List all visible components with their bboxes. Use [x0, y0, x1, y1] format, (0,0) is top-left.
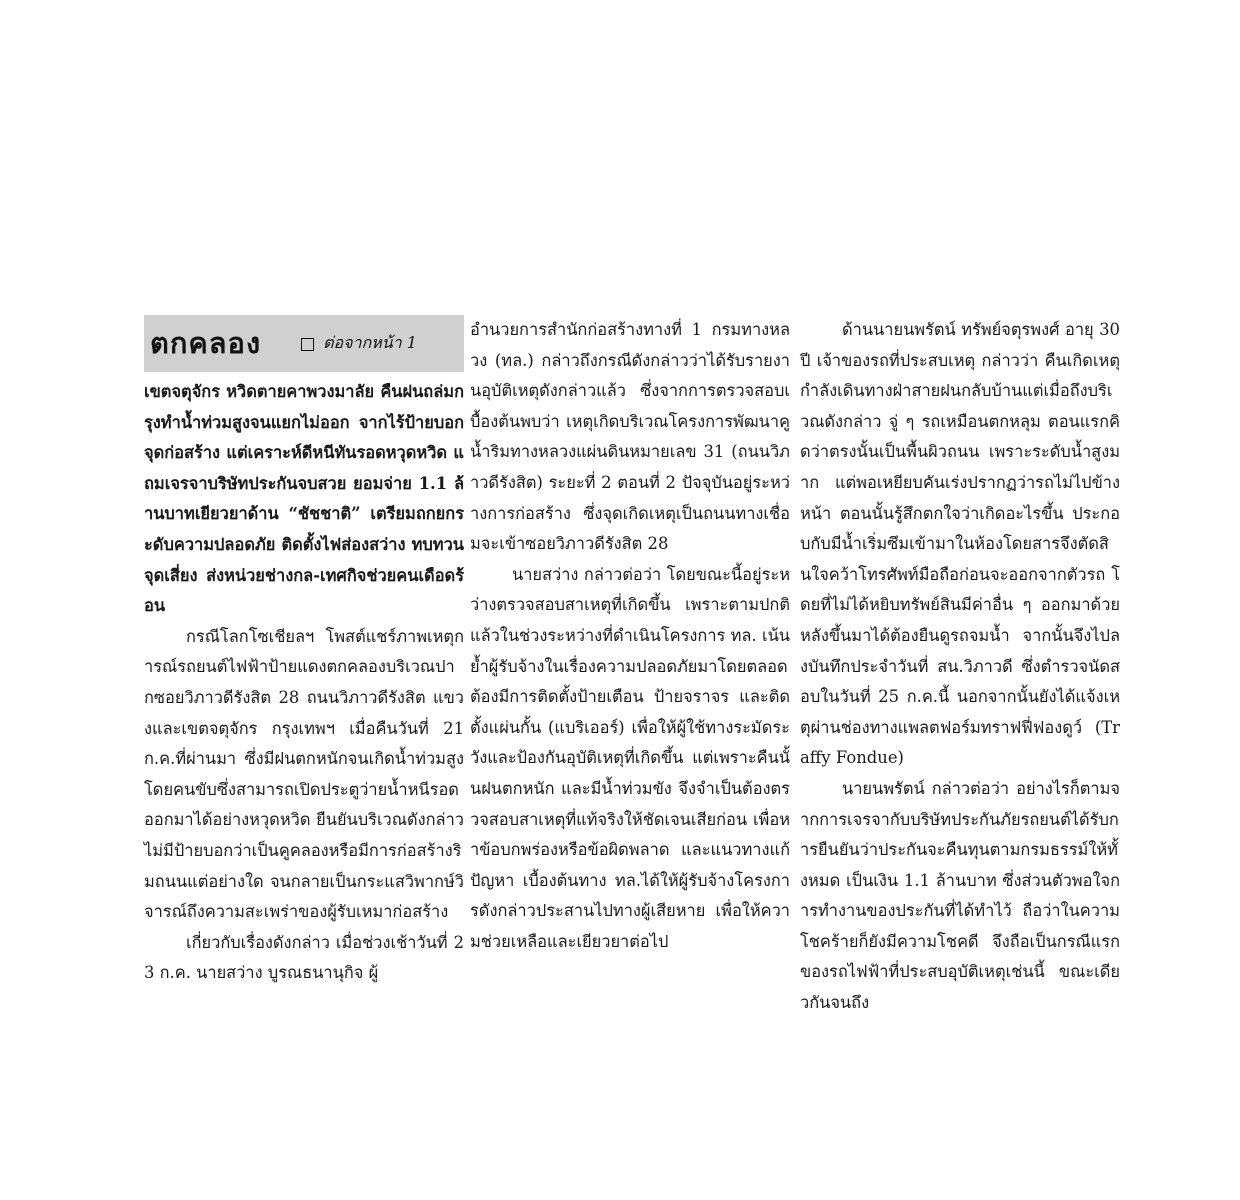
lead-paragraph: เขตจตุจักร หวิดตายคาพวงมาลัย คืนฝนถล่มกรุงทำน้ำท่วมสูงจนแยกไม่ออก จากไร้ป้ายบอกจุดก่อสร้าง แต่เคราะห์ดีหนีทันรอดหวุดหวิด แถมเจรจาบริษัทประกันจบสวย ยอมจ่าย 1.1 ล้านบาทเยียวยาด้าน “ชัชชาติ” เตรียมถกยกระดับความปลอดภัย ติดตั้งไฟส่องสว่าง ทบทวนจุดเสี่ยง ส่งหน่วยช่างกล-เทศกิจช่วยคนเดือดร้อน	[144, 382, 464, 616]
body-paragraph: ด้านนายนพรัตน์ ทรัพย์จตุรพงศ์ อายุ 30 ปี เจ้าของรถที่ประสบเหตุ กล่าวว่า คืนเกิดเหตุกำลังเดินทางฝ่าสายฝนกลับบ้านแต่เมื่อถึงบริเวณดังกล่าว จู่ ๆ รถเหมือนตกหลุม ตอนแรกคิดว่าตรงนั้นเป็นพื้นผิวถนน เพราะระดับน้ำสูงมาก แต่พอเหยียบคันเร่งปรากฏว่ารถไม่ไปข้างหน้า ตอนนั้นรู้สึกตกใจว่าเกิดอะไรขึ้น ประกอบกับมีน้ำเริ่มซึมเข้ามาในห้องโดยสารจึงตัดสินใจคว้าโทรศัพท์มือถือก่อนจะออกจากตัวรถ โดยที่ไม่ได้หยิบทรัพย์สินมีค่าอื่น ๆ ออกมาด้วย หลังขึ้นมาได้ต้องยืนดูรถจมน้ำ จากนั้นจึงไปลงบันทึกประจำวันที่ สน.วิภาวดี ซึ่งตำรวจนัดสอบในวันที่ 25 ก.ค.นี้ นอกจากนั้นยังได้แจ้งเหตุผ่านช่องทางแพลตฟอร์มทราฟฟี่ฟองดูว์ (Traffy Fondue)	[800, 320, 1120, 768]
body-paragraph: นายนพรัตน์ กล่าวต่อว่า อย่างไรก็ตามจากการเจรจากับบริษัทประกันภัยรถยนต์ได้รับการยืนยันว่าประกันจะคืนทุนตามกรมธรรม์ให้ทั้งหมด เป็นเงิน 1.1 ล้านบาท ซึ่งส่วนตัวพอใจการทำงานของประกันที่ได้ทำไว้ ถือว่าในความโชคร้ายก็ยังมีความโชคดี จึงถือเป็นกรณีแรกของรถไฟฟ้าที่ประสบอุบัติเหตุเช่นนี้ ขณะเดียวกันจนถึง	[800, 778, 1120, 1013]
article-column-1	[144, 315, 464, 989]
article-column-2	[470, 315, 790, 957]
square-outline-icon	[301, 338, 314, 351]
column-1-paragraphs	[144, 377, 464, 989]
body-paragraph: นายสว่าง กล่าวต่อว่า โดยขณะนี้อยู่ระหว่างตรวจสอบสาเหตุที่เกิดขึ้น เพราะตามปกติแล้วในช่วงระหว่างที่ดำเนินโครงการ ทล. เน้นย้ำผู้รับจ้างในเรื่องความปลอดภัยมาโดยตลอด ต้องมีการติดตั้งป้ายเตือน ป้ายจราจร และติดตั้งแผ่นกั้น (แบริเออร์) เพื่อให้ผู้ใช้ทางระมัดระวังและป้องกันอุบัติเหตุที่เกิดขึ้น แต่เพราะคืนนั้นฝนตกหนัก และมีน้ำท่วมขัง จึงจำเป็นต้องตรวจสอบสาเหตุที่แท้จริงให้ชัดเจนเสียก่อน เพื่อหาข้อบกพร่องหรือข้อผิดพลาด และแนวทางแก้ปัญหา เบื้องต้นทาง ทล.ได้ให้ผู้รับจ้างโครงการดังกล่าวประสานไปทางผู้เสียหาย เพื่อให้ความช่วยเหลือและเยียวยาต่อไป	[470, 564, 790, 951]
column-3-paragraphs	[800, 315, 1120, 1019]
article-column-3	[800, 315, 1120, 1019]
body-paragraph: กรณีโลกโซเชียลฯ โพสต์แชร์ภาพเหตุการณ์รถยนต์ไฟฟ้าป้ายแดงตกคลองบริเวณปากซอยวิภาวดีรังสิต 28 ถนนวิภาวดีรังสิต แขวงและเขตจตุจักร กรุงเทพฯ เมื่อคืนวันที่ 21 ก.ค.ที่ผ่านมา ซึ่งมีฝนตกหนักจนเกิดน้ำท่วมสูง โดยคนขับซึ่งสามารถเปิดประตูว่ายน้ำหนีรอดออกมาได้อย่างหวุดหวิด ยืนยันบริเวณดังกล่าวไม่มีป้ายบอกว่าเป็นคูคลองหรือมีการก่อสร้างริมถนนแต่อย่างใด จนกลายเป็นกระแสวิพากษ์วิจารณ์ถึงความสะเพร่าของผู้รับเหมาก่อสร้าง	[144, 626, 464, 922]
column-2-paragraphs	[470, 315, 790, 957]
continued-from-label: ต่อจากหน้า 1	[323, 333, 417, 353]
section-title: ตกคลอง	[150, 326, 262, 361]
body-paragraph: อำนวยการสำนักก่อสร้างทางที่ 1 กรมทางหลวง (ทล.) กล่าวถึงกรณีดังกล่าวว่าได้รับรายงานอุบัติเหตุดังกล่าวแล้ว ซึ่งจากการตรวจสอบเบื้องต้นพบว่า เหตุเกิดบริเวณโครงการพัฒนาคูน้ำริมทางหลวงแผ่นดินหมายเลข 31 (ถนนวิภาวดีรังสิต) ระยะที่ 2 ตอนที่ 2 ปัจจุบันอยู่ระหว่างการก่อสร้าง ซึ่งจุดเกิดเหตุเป็นถนนทางเชื่อมจะเข้าซอยวิภาวดีรังสิต 28	[470, 320, 790, 554]
section-header	[144, 315, 464, 372]
body-paragraph: เกี่ยวกับเรื่องดังกล่าว เมื่อช่วงเช้าวันที่ 23 ก.ค. นายสว่าง บูรณธนานุกิจ ผู้	[144, 932, 464, 983]
